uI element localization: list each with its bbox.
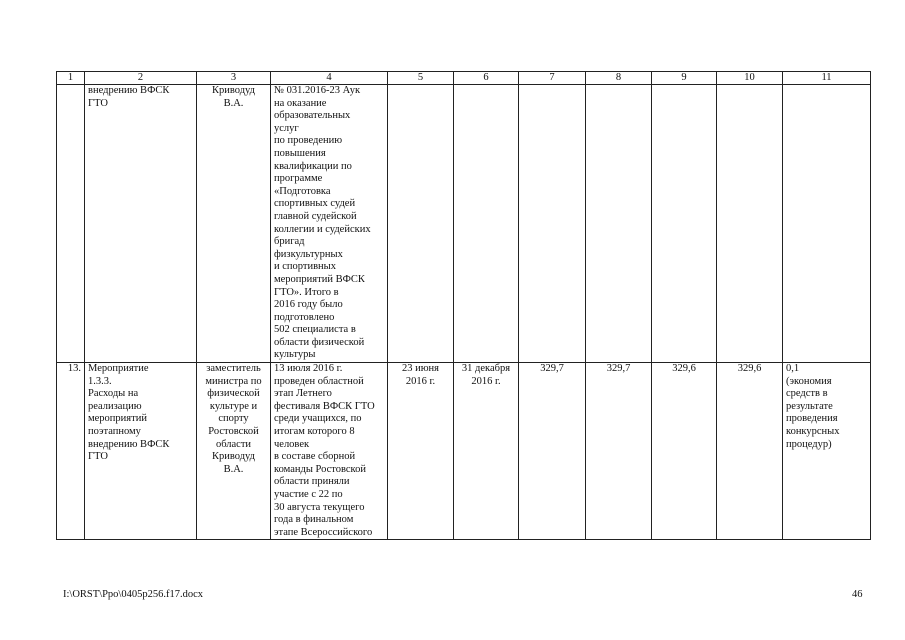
value-cell [519,85,586,363]
row-number-cell [57,85,85,363]
column-number: 9 [652,72,717,85]
column-number: 8 [586,72,652,85]
value-cell: 329,6 [652,363,717,540]
value-cell: 329,6 [717,363,783,540]
value-cell: 329,7 [519,363,586,540]
page-number: 46 [852,589,863,600]
value-cell [717,85,783,363]
event-cell: внедрению ВФСК ГТО [85,85,197,363]
end-date-cell: 31 декабря 2016 г. [454,363,519,540]
note-cell: 0,1 (экономия средств в результате проведения конкурсных процедур) [783,363,871,540]
responsible-cell: заместитель министра по физической культуре и спорту Ростовской области Криводуд В.А. [197,363,271,540]
responsible-cell: Криводуд В.А. [197,85,271,363]
table-row [57,85,871,363]
table-row [57,363,871,540]
column-number: 3 [197,72,271,85]
value-cell [652,85,717,363]
column-number-row [57,72,871,85]
value-cell: 329,7 [586,363,652,540]
note-cell [783,85,871,363]
event-cell: Мероприятие 1.3.3. Расходы на реализацию мероприятий поэтапному внедрению ВФСК ГТО [85,363,197,540]
column-number: 4 [271,72,388,85]
column-number: 10 [717,72,783,85]
value-cell [586,85,652,363]
column-number: 1 [57,72,85,85]
column-number: 6 [454,72,519,85]
column-number: 2 [85,72,197,85]
start-date-cell: 23 июня 2016 г. [388,363,454,540]
result-cell: № 031.2016-23 Аук на оказание образовательных услуг по проведению повышения квалификации по программе «Подготовка спортивных судей главной судейской коллегии и судейских бригад физкультурных и спортивных мероприятий ВФСК ГТО». Итого в 2016 году было подготовлено 502 специалиста в области физической культуры [271,85,388,363]
column-number: 5 [388,72,454,85]
report-table [56,71,871,540]
end-date-cell [454,85,519,363]
result-cell: 13 июля 2016 г. проведен областной этап Летнего фестиваля ВФСК ГТО среди учащихся, по итогам которого 8 человек в составе сборной команды Ростовской области приняли участие с 22 по 30 августа текущего года в финальном этапе Всероссийского [271,363,388,540]
row-number-cell: 13. [57,363,85,540]
footer-file-path: I:\ORST\Ppo\0405p256.f17.docx [63,589,204,600]
column-number: 11 [783,72,871,85]
start-date-cell [388,85,454,363]
column-number: 7 [519,72,586,85]
